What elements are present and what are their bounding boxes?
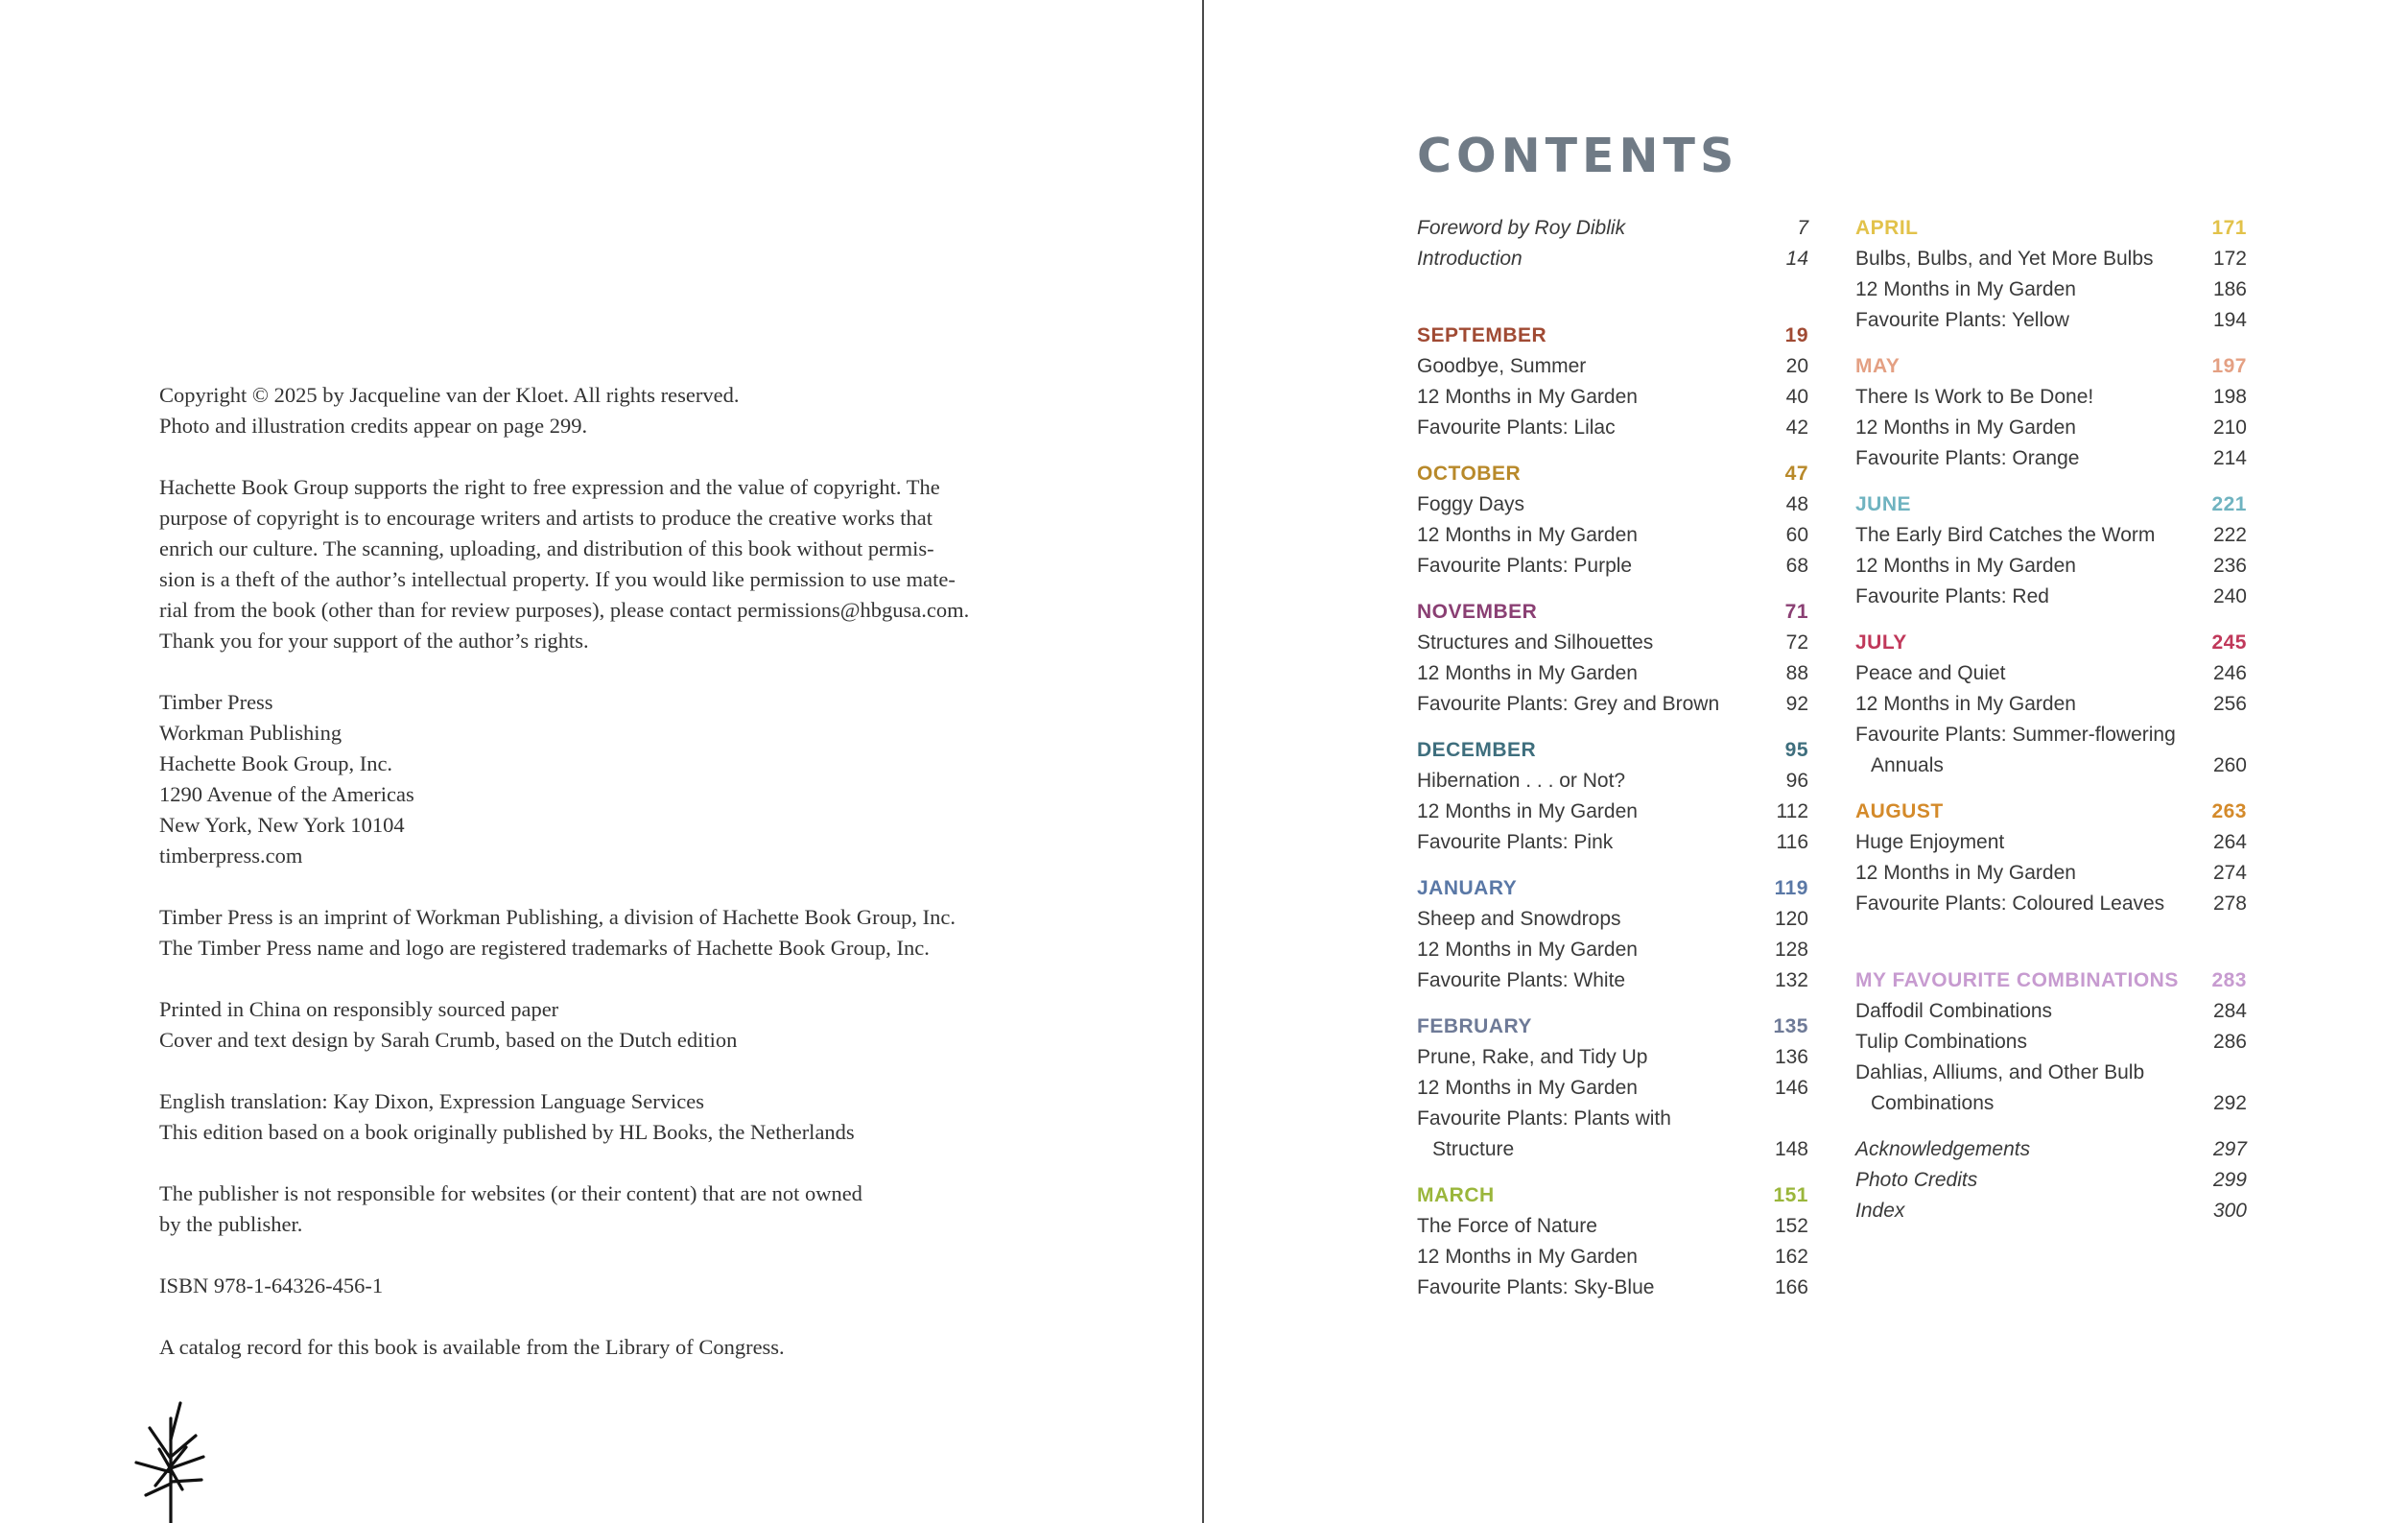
toc-page-number: 245	[2211, 631, 2247, 654]
toc-spacer	[1417, 443, 1808, 459]
toc-entry-title-line: Structure	[1432, 1138, 1515, 1160]
toc-page-number: 72	[1785, 631, 1808, 654]
toc-page-number: 274	[2212, 862, 2247, 884]
toc-page-number: 166	[1774, 1276, 1808, 1298]
toc-page-number: 299	[2212, 1169, 2247, 1191]
toc-page-number: 47	[1784, 463, 1808, 485]
toc-page-number: 20	[1785, 355, 1808, 377]
copyright-text-block	[159, 380, 1023, 1393]
toc-entry-title: 12 Months in My Garden	[1855, 862, 2076, 884]
toc-entry-title: There Is Work to Be Done!	[1855, 386, 2094, 408]
toc-entry	[1417, 413, 1808, 443]
toc-entry-title: JULY	[1855, 631, 1907, 654]
toc-entry-title: SEPTEMBER	[1417, 324, 1547, 346]
toc-entry	[1417, 1211, 1808, 1242]
toc-spacer	[1417, 858, 1808, 873]
copyright-line: rial from the book (other than for review purposes), please contact permissions@hbgusa.com.	[159, 598, 970, 622]
toc-page-number: 146	[1774, 1077, 1808, 1099]
toc-spacer	[1855, 474, 2247, 489]
toc-page-number: 48	[1785, 493, 1808, 515]
toc-spacer	[1855, 919, 2247, 965]
toc-entry-title: Goodbye, Summer	[1417, 355, 1587, 377]
toc-right-column	[1855, 213, 2247, 1226]
toc-page-number: 236	[2212, 555, 2247, 577]
toc-entry	[1417, 904, 1808, 935]
toc-entry-title: Daffodil Combinations	[1855, 1000, 2053, 1022]
toc-entry-title	[1855, 1058, 2144, 1119]
toc-entry-title: Favourite Plants: White	[1417, 969, 1626, 991]
toc-entry	[1855, 858, 2247, 889]
toc-left-column	[1417, 213, 1808, 1303]
copyright-line: Workman Publishing	[159, 721, 342, 745]
toc-section-heading	[1855, 351, 2247, 382]
toc-entry-title: Structures and Silhouettes	[1417, 631, 1654, 654]
copyright-line: purpose of copyright is to encourage writers and artists to produce the creative works that	[159, 506, 933, 530]
toc-page-number: 278	[2212, 892, 2247, 915]
copyright-line: Hachette Book Group, Inc.	[159, 751, 393, 775]
copyright-line: English translation: Kay Dixon, Expression Language Services	[159, 1089, 705, 1113]
toc-entry	[1417, 965, 1808, 996]
copyright-line: This edition based on a book originally published by HL Books, the Netherlands	[159, 1120, 855, 1144]
toc-page-number: 264	[2212, 831, 2247, 853]
toc-page-number: 283	[2211, 969, 2247, 991]
toc-entry-title: 12 Months in My Garden	[1417, 524, 1638, 546]
toc-entry	[1417, 658, 1808, 689]
copyright-line: Photo and illustration credits appear on page 299.	[159, 414, 588, 438]
toc-section-heading	[1417, 1011, 1808, 1042]
toc-entry-title: DECEMBER	[1417, 739, 1537, 761]
toc-section-heading	[1417, 873, 1808, 904]
toc-page-number: 197	[2211, 355, 2247, 377]
toc-entry	[1855, 582, 2247, 612]
toc-entry	[1417, 489, 1808, 520]
toc-entry	[1417, 1042, 1808, 1073]
copyright-line: Hachette Book Group supports the right to free expression and the value of copyright. The	[159, 475, 940, 499]
toc-page-number: 260	[2212, 754, 2247, 776]
toc-entry-title: 12 Months in My Garden	[1855, 555, 2076, 577]
toc-entry-title: Favourite Plants: Sky-Blue	[1417, 1276, 1655, 1298]
copyright-line: New York, New York 10104	[159, 813, 405, 837]
toc-entry-title: Huge Enjoyment	[1855, 831, 2005, 853]
toc-entry	[1855, 1027, 2247, 1058]
toc-entry-title: Favourite Plants: Yellow	[1855, 309, 2069, 331]
copyright-line: Thank you for your support of the author’s rights.	[159, 629, 589, 653]
copyright-line: ISBN 978-1-64326-456-1	[159, 1273, 384, 1297]
toc-section-heading	[1417, 597, 1808, 628]
toc-entry	[1855, 1196, 2247, 1226]
toc-page-number: 240	[2212, 585, 2247, 607]
copyright-line: sion is a theft of the author’s intellectual property. If you would like permission to use mate-	[159, 567, 956, 591]
toc-page-number: 112	[1776, 800, 1808, 822]
toc-entry-title: AUGUST	[1855, 800, 1944, 822]
toc-entry	[1855, 720, 2247, 781]
toc-page-number: 42	[1785, 416, 1808, 439]
toc-section-heading	[1855, 797, 2247, 827]
toc-page-number: 171	[2211, 217, 2247, 239]
toc-page-number: 132	[1774, 969, 1808, 991]
toc-entry-title-line: Favourite Plants: Summer-flowering	[1855, 724, 2176, 746]
toc-entry	[1417, 382, 1808, 413]
toc-entry	[1855, 382, 2247, 413]
toc-page-number: 14	[1785, 248, 1808, 270]
toc-section-heading	[1417, 735, 1808, 766]
toc-page-number: 246	[2212, 662, 2247, 684]
copyright-line: Copyright © 2025 by Jacqueline van der Kloet. All rights reserved.	[159, 383, 740, 407]
toc-entry-title-line: Favourite Plants: Plants with	[1417, 1107, 1671, 1130]
toc-entry-title: Acknowledgements	[1855, 1138, 2031, 1160]
toc-page-number: 300	[2212, 1200, 2247, 1222]
copyright-page	[0, 0, 1202, 1523]
toc-entry	[1417, 1273, 1808, 1303]
toc-page-number: 172	[2212, 248, 2247, 270]
toc-entry-title: MARCH	[1417, 1184, 1495, 1206]
toc-entry-title: Favourite Plants: Lilac	[1417, 416, 1616, 439]
toc-section-heading	[1855, 489, 2247, 520]
toc-entry-title: Peace and Quiet	[1855, 662, 2006, 684]
toc-page-number: 221	[2211, 493, 2247, 515]
toc-page-number: 92	[1785, 693, 1808, 715]
toc-page-number: 128	[1774, 939, 1808, 961]
toc-page-number: 19	[1784, 324, 1808, 346]
toc-entry-title: 12 Months in My Garden	[1417, 800, 1638, 822]
toc-entry-title: MY FAVOURITE COMBINATIONS	[1855, 969, 2179, 991]
toc-entry-title: Favourite Plants: Grey and Brown	[1417, 693, 1720, 715]
toc-page-number: 119	[1774, 877, 1808, 899]
copyright-paragraph	[159, 1178, 1023, 1240]
toc-entry-title-line: Combinations	[1871, 1092, 1995, 1114]
toc-entry-title: 12 Months in My Garden	[1855, 416, 2076, 439]
toc-entry-title: Introduction	[1417, 248, 1523, 270]
copyright-paragraph	[159, 1332, 1023, 1363]
toc-page-number: 148	[1774, 1138, 1808, 1160]
toc-page-number: 263	[2211, 800, 2247, 822]
toc-entry-title: Favourite Plants: Coloured Leaves	[1855, 892, 2165, 915]
toc-entry	[1855, 443, 2247, 474]
toc-entry	[1417, 351, 1808, 382]
copyright-paragraph	[159, 472, 1023, 656]
toc-spacer	[1417, 582, 1808, 597]
toc-spacer	[1855, 781, 2247, 797]
toc-entry-title: Foreword by Roy Diblik	[1417, 217, 1626, 239]
toc-entry-title: Tulip Combinations	[1855, 1031, 2027, 1053]
toc-section-heading	[1855, 628, 2247, 658]
toc-spacer	[1417, 274, 1808, 321]
toc-entry-title: Photo Credits	[1855, 1169, 1978, 1191]
toc-entry-title: Hibernation . . . or Not?	[1417, 770, 1626, 792]
toc-entry-title: Prune, Rake, and Tidy Up	[1417, 1046, 1648, 1068]
toc-section-heading	[1855, 965, 2247, 996]
toc-entry	[1417, 1104, 1808, 1165]
copyright-paragraph	[159, 1271, 1023, 1301]
toc-page-number: 136	[1774, 1046, 1808, 1068]
toc-spacer	[1417, 720, 1808, 735]
toc-entry-title: FEBRUARY	[1417, 1015, 1532, 1037]
toc-page-number: 71	[1784, 601, 1808, 623]
toc-page-number: 194	[2212, 309, 2247, 331]
toc-entry-title	[1855, 720, 2176, 781]
toc-entry-title: Favourite Plants: Orange	[1855, 447, 2080, 469]
toc-entry-title: Sheep and Snowdrops	[1417, 908, 1621, 930]
toc-spacer	[1855, 336, 2247, 351]
toc-entry-title: Index	[1855, 1200, 1905, 1222]
toc-entry	[1855, 996, 2247, 1027]
toc-entry	[1855, 658, 2247, 689]
toc-entry	[1417, 213, 1808, 244]
toc-entry	[1855, 1058, 2247, 1119]
toc-page-number: 198	[2212, 386, 2247, 408]
toc-entry-title: OCTOBER	[1417, 463, 1522, 485]
toc-entry-title: Favourite Plants: Purple	[1417, 555, 1633, 577]
timber-press-tree-icon	[132, 1401, 209, 1523]
toc-entry	[1417, 766, 1808, 797]
toc-page-number: 60	[1785, 524, 1808, 546]
toc-entry-title	[1417, 1104, 1671, 1165]
toc-section-heading	[1417, 321, 1808, 351]
copyright-line: Timber Press	[159, 690, 273, 714]
toc-section-heading	[1855, 213, 2247, 244]
copyright-paragraph	[159, 1086, 1023, 1148]
toc-entry	[1417, 628, 1808, 658]
toc-entry	[1417, 1242, 1808, 1273]
toc-entry-title-line: Annuals	[1871, 754, 1944, 776]
toc-page-number: 284	[2212, 1000, 2247, 1022]
toc-entry-title: JANUARY	[1417, 877, 1518, 899]
toc-entry-title: 12 Months in My Garden	[1417, 939, 1638, 961]
toc-page-number: 95	[1784, 739, 1808, 761]
toc-entry-title: NOVEMBER	[1417, 601, 1538, 623]
toc-page-number: 40	[1785, 386, 1808, 408]
toc-page-number: 286	[2212, 1031, 2247, 1053]
toc-entry	[1855, 244, 2247, 274]
copyright-line: Timber Press is an imprint of Workman Publishing, a division of Hachette Book Group, Inc.	[159, 905, 956, 929]
copyright-line: Printed in China on responsibly sourced paper	[159, 997, 559, 1021]
copyright-line: The Timber Press name and logo are registered trademarks of Hachette Book Group, Inc.	[159, 936, 930, 960]
toc-page-number: 292	[2212, 1092, 2247, 1114]
toc-entry-title: JUNE	[1855, 493, 1912, 515]
toc-entry	[1417, 520, 1808, 551]
toc-entry	[1855, 413, 2247, 443]
toc-page-number: 7	[1797, 217, 1808, 239]
toc-entry	[1417, 551, 1808, 582]
toc-entry	[1855, 689, 2247, 720]
toc-page-number: 96	[1785, 770, 1808, 792]
toc-entry-title: 12 Months in My Garden	[1417, 386, 1638, 408]
toc-entry	[1417, 689, 1808, 720]
toc-spacer	[1417, 996, 1808, 1011]
toc-entry	[1855, 1165, 2247, 1196]
toc-spacer	[1417, 1165, 1808, 1180]
toc-entry-title: Favourite Plants: Pink	[1417, 831, 1614, 853]
toc-spacer	[1855, 612, 2247, 628]
toc-page-number: 151	[1773, 1184, 1808, 1206]
toc-entry-title: MAY	[1855, 355, 1900, 377]
toc-page-number: 222	[2212, 524, 2247, 546]
toc-section-heading	[1417, 459, 1808, 489]
contents-title: CONTENTS	[1417, 129, 1739, 183]
copyright-line: by the publisher.	[159, 1212, 303, 1236]
toc-entry-title: The Force of Nature	[1417, 1215, 1597, 1237]
copyright-paragraph	[159, 687, 1023, 871]
toc-page-number: 214	[2212, 447, 2247, 469]
copyright-line: 1290 Avenue of the Americas	[159, 782, 414, 806]
toc-entry-title: Bulbs, Bulbs, and Yet More Bulbs	[1855, 248, 2154, 270]
toc-entry-title-line: Dahlias, Alliums, and Other Bulb	[1855, 1061, 2145, 1083]
copyright-line: timberpress.com	[159, 844, 303, 868]
toc-entry-title: 12 Months in My Garden	[1855, 278, 2076, 300]
toc-entry-title: 12 Months in My Garden	[1855, 693, 2076, 715]
copyright-paragraph	[159, 902, 1023, 964]
toc-entry-title: 12 Months in My Garden	[1417, 1077, 1638, 1099]
copyright-paragraph	[159, 380, 1023, 441]
toc-entry	[1855, 889, 2247, 919]
copyright-line: Cover and text design by Sarah Crumb, based on the Dutch edition	[159, 1028, 738, 1052]
toc-page-number: 135	[1773, 1015, 1808, 1037]
toc-entry-title: Favourite Plants: Red	[1855, 585, 2049, 607]
copyright-line: enrich our culture. The scanning, uploading, and distribution of this book without permis-	[159, 536, 934, 560]
toc-entry	[1855, 274, 2247, 305]
copyright-line: A catalog record for this book is available from the Library of Congress.	[159, 1335, 785, 1359]
toc-entry-title: APRIL	[1855, 217, 1919, 239]
toc-entry	[1417, 827, 1808, 858]
toc-entry	[1855, 520, 2247, 551]
copyright-line: The publisher is not responsible for websites (or their content) that are not owned	[159, 1181, 862, 1205]
toc-page-number: 256	[2212, 693, 2247, 715]
toc-entry-title: Foggy Days	[1417, 493, 1525, 515]
toc-entry	[1855, 1134, 2247, 1165]
toc-entry	[1855, 551, 2247, 582]
toc-page-number: 68	[1785, 555, 1808, 577]
toc-entry-title: 12 Months in My Garden	[1417, 662, 1638, 684]
toc-page-number: 116	[1776, 831, 1808, 853]
toc-page-number: 186	[2212, 278, 2247, 300]
toc-entry	[1855, 827, 2247, 858]
toc-entry	[1417, 244, 1808, 274]
toc-entry	[1855, 305, 2247, 336]
copyright-paragraph	[159, 994, 1023, 1056]
toc-entry	[1417, 797, 1808, 827]
toc-page-number: 88	[1785, 662, 1808, 684]
toc-entry-title: The Early Bird Catches the Worm	[1855, 524, 2156, 546]
toc-page-number: 162	[1774, 1246, 1808, 1268]
toc-spacer	[1855, 1119, 2247, 1134]
toc-entry-title: 12 Months in My Garden	[1417, 1246, 1638, 1268]
toc-page-number: 120	[1774, 908, 1808, 930]
toc-entry	[1417, 935, 1808, 965]
toc-section-heading	[1417, 1180, 1808, 1211]
toc-entry	[1417, 1073, 1808, 1104]
toc-page-number: 297	[2212, 1138, 2247, 1160]
toc-page-number: 210	[2212, 416, 2247, 439]
toc-page-number: 152	[1774, 1215, 1808, 1237]
